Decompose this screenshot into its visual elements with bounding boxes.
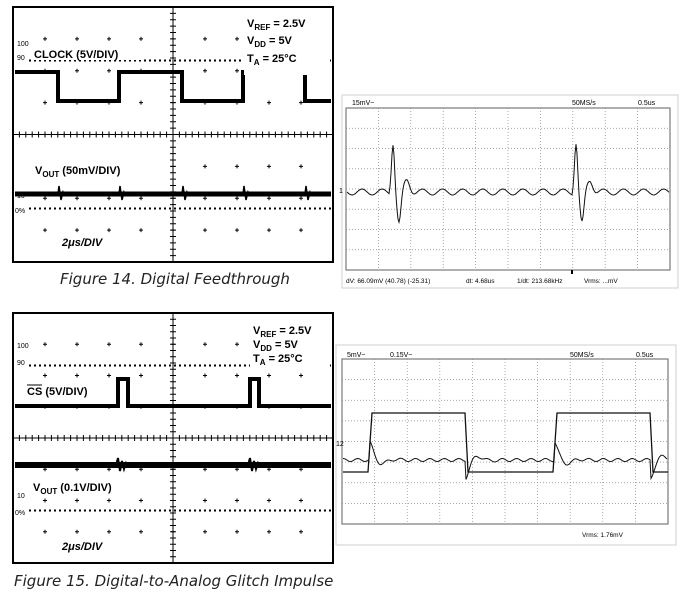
figure15-caption: Figure 15. Digital-to-Analog Glitch Impulse	[14, 572, 334, 590]
volts-per-div: 15mV~	[352, 100, 375, 107]
marker-0: 0%	[15, 208, 26, 215]
marker-0: 0%	[15, 510, 26, 517]
marker-100: 100	[17, 41, 29, 48]
timebase-label: 2μs/DIV	[62, 237, 103, 249]
measure-freq: 1/dt: 213.68kHz	[517, 278, 563, 285]
timebase: 0.5us	[638, 100, 656, 107]
channel-marker: 12	[336, 441, 344, 448]
channel-marker: 1	[339, 188, 343, 195]
cs-label: CS (5V/DIV)	[27, 386, 88, 398]
timebase: 0.5us	[636, 352, 654, 359]
measure-vrms: Vrms: ...mV	[584, 278, 618, 285]
vout-label: $V_{OUT}$ (0.1V/DIV)	[33, 482, 112, 496]
vdd-label: $V_{DD} = 5V$	[247, 35, 292, 49]
volts-per-div: 5mV~	[347, 352, 366, 359]
marker-90: 90	[17, 360, 25, 367]
marker-90: 90	[17, 55, 25, 62]
measure-dv: dV: 66.09mV (40.78) (-25.31)	[346, 278, 431, 285]
figure15-right-scope	[336, 345, 676, 545]
marker-100: 100	[17, 343, 29, 350]
figure14-left-scope	[13, 7, 333, 262]
sample-rate: 50MS/s	[570, 352, 594, 359]
figure14-caption: Figure 14. Digital Feedthrough	[60, 270, 290, 288]
vdd-label: $V_{DD} = 5V$	[253, 339, 298, 353]
clock-label: CLOCK (5V/DIV)	[34, 49, 119, 61]
figure14-right-scope	[339, 95, 678, 288]
vout-label: $V_{OUT}$ (50mV/DIV)	[35, 165, 121, 179]
measure-dt: dt: 4.68us	[466, 278, 495, 285]
measure-vrms: Vrms: 1.76mV	[582, 532, 623, 539]
ta-label: $T_A = 25^\circ C$	[247, 53, 297, 67]
figure15-left-scope	[13, 313, 333, 563]
marker-10: 10	[17, 493, 25, 500]
ta-label: $T_A = 25^\circ C$	[253, 353, 303, 367]
sample-rate: 50MS/s	[572, 100, 596, 107]
vref-label: $V_{REF} = 2.5V$	[253, 325, 312, 339]
timebase-label: 2μs/DIV	[62, 541, 103, 553]
vref-label: $V_{REF} = 2.5V$	[247, 18, 306, 32]
trigger-marker	[571, 270, 573, 274]
volts-per-div-ch2: 0.15V~	[390, 352, 413, 359]
marker-10: 10	[17, 193, 25, 200]
